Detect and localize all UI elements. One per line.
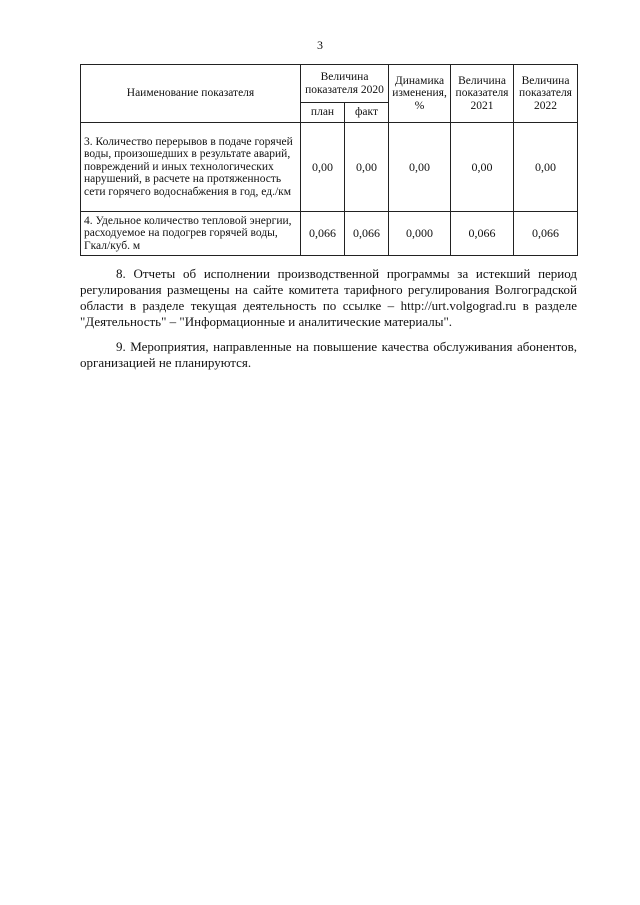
indicators-table	[80, 64, 578, 256]
fact-cell: 0,066	[345, 212, 389, 256]
value-2022-cell: 0,00	[514, 123, 578, 212]
paragraph-measures: 9. Мероприятия, направленные на повышение качества обслуживания абонентов, организацией не планируются.	[80, 339, 577, 370]
table-row	[81, 123, 578, 212]
plan-cell: 0,00	[301, 123, 345, 212]
page-number: 3	[317, 38, 323, 52]
table-row	[81, 212, 578, 256]
plan-cell: 0,066	[301, 212, 345, 256]
indicator-name-cell: 3. Количество перерывов в подаче горячей воды, произошедших в результате аварий, повреждений и иных технологических нарушений, в расчете на протяженность сети горячего водоснабжения в год, ед./км	[81, 123, 301, 212]
header-indicator-name: Наименование показателя	[81, 65, 301, 123]
dynamics-cell: 0,000	[389, 212, 451, 256]
value-2021-cell: 0,066	[451, 212, 514, 256]
fact-cell: 0,00	[345, 123, 389, 212]
header-plan: план	[301, 103, 345, 123]
paragraph-reports: 8. Отчеты об исполнении производственной программы за истекший период регулирования размещены на сайте комитета тарифного регулирования Волгоградской области в разделе текущая деятельность по ссылке – http://urt.volgograd.ru в разделе "Деятельность" – "Информационные и аналитические материалы".	[80, 266, 577, 329]
indicator-name-cell: 4. Удельное количество тепловой энергии, расходуемое на подогрев горячей воды, Гкал/куб. м	[81, 212, 301, 256]
value-2021-cell: 0,00	[451, 123, 514, 212]
header-fact: факт	[345, 103, 389, 123]
dynamics-cell: 0,00	[389, 123, 451, 212]
value-2022-cell: 0,066	[514, 212, 578, 256]
header-value-2020: Величина показателя 2020	[301, 65, 389, 103]
header-value-2021: Величина показателя 2021	[451, 65, 514, 123]
header-value-2022: Величина показателя 2022	[514, 65, 578, 123]
header-dynamics: Динамика изменения, %	[389, 65, 451, 123]
